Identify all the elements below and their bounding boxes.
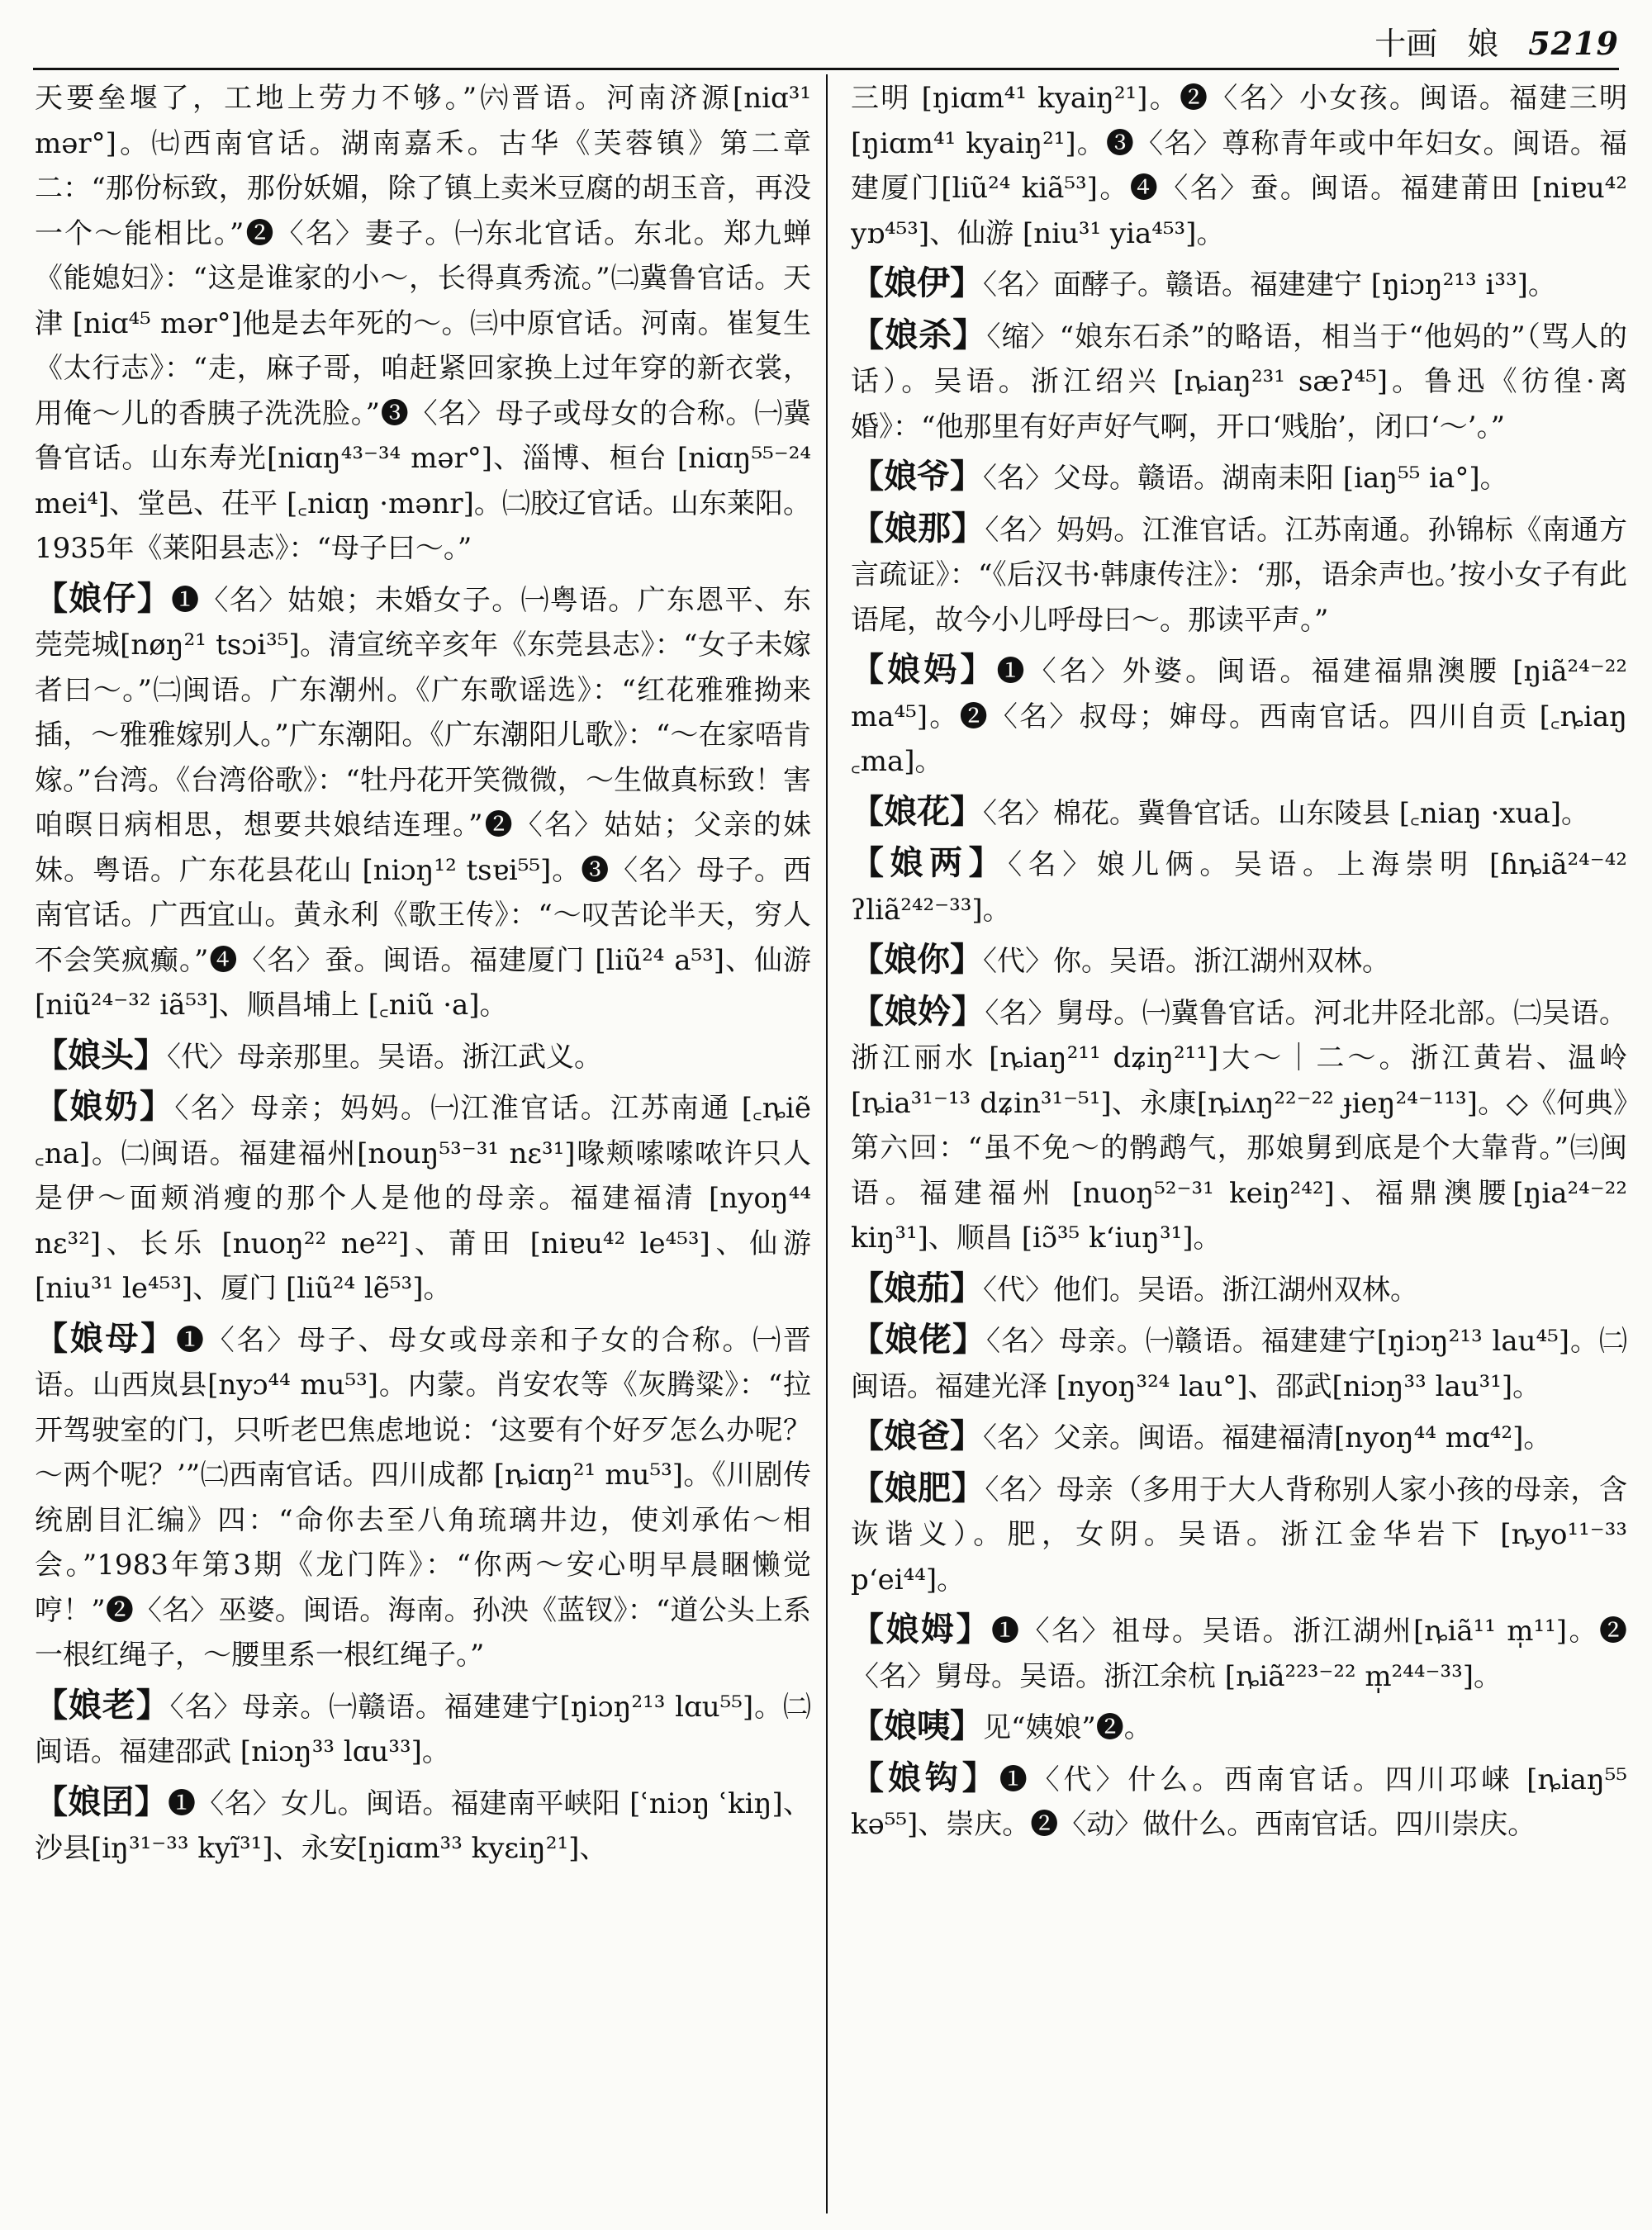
page-number: 5219: [1528, 25, 1619, 62]
entry-text: ❶〈名〉母子、母女或母亲和子女的合称。㈠晋语。山西岚县[nyɔ⁴⁴ mu⁵³]。内蒙。肖安农等《灰腾粱》：“拉开驾驶室的门，只听老巴焦虑地说：‘这要有个好歹怎么办呢？～两个呢？’”㈡西南官话。四川成都 [ȵiɑŋ²¹ mu⁵³]。《川剧传统剧目汇编》四：“命你去至八角琉璃井边，使刘承佑～相会。”1983年第3期《龙门阵》：“你两～安心明早晨睏懒觉哼！”❷〈名〉巫婆。闽语。海南。孙泱《蓝钗》：“道公头上系一根红绳子，～腰里系一根红绳子。”: [35, 1323, 811, 1672]
entry-headword: 【娘两】: [851, 843, 1009, 882]
entry-headword: 【娘钩】: [851, 1758, 999, 1797]
entry-text: 〈名〉面酵子。赣语。福建建宁 [ŋiɔŋ²¹³ i³³]。: [983, 268, 1556, 301]
entry-headword: 【娘妈】: [851, 650, 997, 689]
left-column: [35, 76, 811, 2215]
entry-text: 〈代〉他们。吴语。浙江湖州双林。: [983, 1273, 1418, 1307]
dictionary-entry: [35, 1317, 811, 1678]
entry-text: 〈名〉母亲；妈妈。㈠江淮官话。江苏南通 [꜀ȵiẽ ꜀na]。㈡闽语。福建福州[nouŋ⁵³⁻³¹ nɛ³¹]喙颊嗦嗦哝许只人是伊～面颊消瘦的那个人是他的母亲。福建福清 [nyoŋ⁴⁴ nɛ³²]、长乐 [nuoŋ²² ne²²]、莆田 [niɐu⁴² le⁴⁵³]、仙游 [niu³¹ le⁴⁵³]、厦门 [liũ²⁴ lẽ⁵³]。: [35, 1092, 811, 1305]
dictionary-entry: [851, 1607, 1627, 1699]
entry-headword: 【娘妗】: [851, 991, 985, 1031]
right-column: [851, 76, 1627, 2215]
dictionary-entry: [851, 790, 1627, 837]
entry-headword: 【娘杀】: [851, 315, 987, 354]
dictionary-entry: [851, 261, 1627, 308]
page-header: [33, 18, 1619, 64]
entry-headword: 【娘那】: [851, 508, 985, 548]
entry-text: 见“姨娘”❷。: [983, 1711, 1152, 1744]
entry-text: 〈名〉棉花。冀鲁官话。山东陵县 [꜀niaŋ ·xua]。: [983, 796, 1589, 830]
entry-headword: 【娘咦】: [851, 1706, 983, 1745]
entry-headword: 【娘茄】: [851, 1268, 983, 1307]
entry-headword: 【娘奶】: [35, 1087, 175, 1126]
entry-text: 〈名〉父母。赣语。湖南耒阳 [iaŋ⁵⁵ ia°]。: [983, 462, 1508, 495]
dictionary-entry: [851, 454, 1627, 501]
header-rule: [33, 68, 1619, 70]
entry-text: ❶〈名〉外婆。闽语。福建福鼎澳腰 [ŋiã²⁴⁻²² ma⁴⁵]。❷〈名〉叔母；婶母。西南官话。四川自贡 [꜀ȵiaŋ ꜀ma]。: [851, 655, 1627, 778]
entry-text: ❶〈名〉姑娘；未婚女子。㈠粤语。广东恩平、东莞莞城[nøŋ²¹ tsɔi³⁵]。清宣统辛亥年《东莞县志》：“女子未嫁者曰～。”㈡闽语。广东潮州。《广东歌谣选》：“红花雅雅拗来插，～雅雅嫁别人。”广东潮阳。《广东潮阳儿歌》：“～在家唔肯嫁。”台湾。《台湾俗歌》：“牡丹花开笑微微，～生做真标致！害咱暝日病相思，想要共娘结连理。”❷〈名〉姑姑；父亲的妹妹。粤语。广东花县花山 [niɔŋ¹² tsɐi⁵⁵]。❸〈名〉母子。西南官话。广西宜山。黄永利《歌王传》：“～叹苦论半天，穷人不会笑疯癫。”❹〈名〉蚕。闽语。福建厦门 [liũ²⁴ a⁵³]、仙游 [niũ²⁴⁻³² iã⁵³]、顺昌埔上 [꜀niũ ·a]。: [35, 583, 811, 1022]
entry-headword: 【娘老】: [35, 1685, 170, 1725]
entry-headword: 【娘姆】: [851, 1610, 991, 1649]
dictionary-entry: [851, 1704, 1627, 1751]
entry-headword: 【娘你】: [851, 940, 983, 979]
entry-headword: 【娘囝】: [35, 1782, 169, 1821]
entry-text: 〈名〉母亲。㈠赣语。福建建宁[ŋiɔŋ²¹³ lɑu⁵⁵]。㈡闽语。福建邵武 [niɔŋ³³ lɑu³³]。: [35, 1690, 811, 1768]
entry-text: 〈名〉母亲（多用于大人背称别人家小孩的母亲，含诙谐义）。肥，女阴。吴语。浙江金华岩下 [ȵyo¹¹⁻³³ pʻei⁴⁴]。: [851, 1473, 1627, 1597]
dictionary-entry: [851, 506, 1627, 643]
dictionary-entry: [851, 313, 1627, 450]
dictionary-entry: [851, 1266, 1627, 1313]
entry-headword: 【娘伊】: [851, 263, 983, 302]
entry-text: 〈代〉你。吴语。浙江湖州双林。: [983, 945, 1390, 978]
dictionary-entry: [35, 1084, 811, 1312]
entry-text: 〈缩〉“娘东石杀”的略语，相当于“他妈的”（骂人的话）。吴语。浙江绍兴 [ȵiaŋ²³¹ sæʔ⁴⁵]。鲁迅《彷徨·离婚》：“他那里有好声好气啊，开口‘贱胎’，闭口‘～’。”: [851, 320, 1627, 444]
entry-headword: 【娘花】: [851, 791, 983, 831]
entry-headword: 【娘头】: [35, 1035, 167, 1075]
entry-headword: 【娘爸】: [851, 1416, 983, 1455]
entry-headword: 【娘肥】: [851, 1468, 985, 1507]
entry-text: 天要垒堰了，工地上劳力不够。”㈥晋语。河南济源[niɑ³¹ mər°]。㈦西南官话。湖南嘉禾。古华《芙蓉镇》第二章二：“那份标致，那份妖媚，除了镇上卖米豆腐的胡玉音，再没一个～能相比。”❷〈名〉妻子。㈠东北官话。东北。郑九蝉《能媳妇》：“这是谁家的小～，长得真秀流。”㈡冀鲁官话。天津 [niɑ⁴⁵ mər°]他是去年死的～。㈢中原官话。河南。崔复生《太行志》：“走，麻子哥，咱赶紧回家换上过年穿的新衣裳，用俺～儿的香胰子洗洗脸。”❸〈名〉母子或母女的合称。㈠冀鲁官话。山东寿光[niɑŋ⁴³⁻³⁴ mər°]、淄博、桓台 [niɑŋ⁵⁵⁻²⁴ mei⁴]、堂邑、茌平 [꜀niɑŋ ·mənr]。㈡胶辽官话。山东莱阳。1935年《莱阳县志》：“母子曰～。”: [35, 82, 811, 565]
entry-text: 三明 [ŋiɑm⁴¹ kyaiŋ²¹]。❷〈名〉小女孩。闽语。福建三明 [ŋiɑm⁴¹ kyaiŋ²¹]。❸〈名〉尊称青年或中年妇女。闽语。福建厦门[liũ²⁴ kiã⁵³]。❹〈名〉蚕。闽语。福建莆田 [niɐu⁴² yɒ⁴⁵³]、仙游 [niu³¹ yia⁴⁵³]。: [851, 82, 1627, 250]
entry-headword: 【娘仔】: [35, 578, 172, 618]
entry-continuation: [35, 76, 811, 572]
entry-headword: 【娘母】: [35, 1318, 176, 1358]
entry-headword: 【娘爷】: [851, 457, 983, 496]
dictionary-entry: [851, 1414, 1627, 1461]
entry-text: 〈名〉母亲。㈠赣语。福建建宁[ŋiɔŋ²¹³ lau⁴⁵]。㈡闽语。福建光泽 [nyoŋ³²⁴ lau°]、邵武[niɔŋ³³ lau³¹]。: [851, 1325, 1627, 1403]
dictionary-entry: [35, 1683, 811, 1775]
dictionary-entry: [851, 648, 1627, 785]
dictionary-entry: [851, 1756, 1627, 1848]
dictionary-entry: [851, 1466, 1627, 1603]
dictionary-entry: [851, 989, 1627, 1261]
dictionary-entry: [35, 1780, 811, 1872]
entry-text: 〈代〉母亲那里。吴语。浙江武义。: [167, 1040, 602, 1074]
entry-text: ❶〈名〉祖母。吴语。浙江湖州[ȵiã¹¹ m̩¹¹]。❷〈名〉舅母。吴语。浙江余杭 [ȵiã²²³⁻²² m̩²⁴⁴⁻³³]。: [851, 1615, 1627, 1693]
section-label: 十画: [1374, 26, 1438, 62]
entry-text: 〈名〉舅母。㈠冀鲁官话。河北井陉北部。㈡吴语。浙江丽水 [ȵiaŋ²¹¹ dʑiŋ²¹¹]大～｜二～。浙江黄岩、温岭[ȵia³¹⁻¹³ dʑin³¹⁻⁵¹]、永康[ȵiʌŋ²²⁻²² ɟieŋ²⁴⁻¹¹³]。◇《何典》第六回：“虽不免～的鹘鹉气，那娘舅到底是个大靠背。”㈢闽语。福建福州 [nuoŋ⁵²⁻³¹ keiŋ²⁴²]、福鼎澳腰[ŋia²⁴⁻²² kiŋ³¹]、顺昌 [iɔ̃³⁵ kʻiuŋ³¹]。: [851, 996, 1627, 1255]
dictionary-entry: [851, 1317, 1627, 1409]
entry-text: ❶〈代〉什么。西南官话。四川邛崃 [ȵiaŋ⁵⁵ kə⁵⁵]、崇庆。❷〈动〉做什么。西南官话。四川崇庆。: [851, 1763, 1627, 1841]
dictionary-entry: [851, 937, 1627, 985]
entry-text: 〈名〉父亲。闽语。福建福清[nyoŋ⁴⁴ mɑ⁴²]。: [983, 1421, 1552, 1454]
header-character: 娘: [1467, 26, 1499, 62]
entry-continuation: [851, 76, 1627, 256]
dictionary-entry: [851, 841, 1627, 932]
dictionary-entry: [35, 1033, 811, 1080]
entry-text: 〈名〉娘儿俩。吴语。上海崇明 [ɦȵiã²⁴⁻⁴² ʔliã²⁴²⁻³³]。: [851, 848, 1627, 927]
entry-text: ❶〈名〉女儿。闽语。福建南平峡阳 [ʿniɔŋ ʿkiŋ]、沙县[iŋ³¹⁻³³ kyĩ³¹]、永安[ŋiɑm³³ kyɛiŋ²¹]、: [35, 1786, 811, 1865]
entry-headword: 【娘佬】: [851, 1320, 986, 1359]
dictionary-entry: [35, 576, 811, 1028]
column-divider: [826, 74, 828, 2213]
entry-text: 〈名〉妈妈。江淮官话。江苏南通。孙锦标《南通方言疏证》：“《后汉书·韩康传注》：‘那，语余声也。’按小女子有此语尾，故今小儿呼母曰～。那读平声。”: [851, 513, 1627, 637]
